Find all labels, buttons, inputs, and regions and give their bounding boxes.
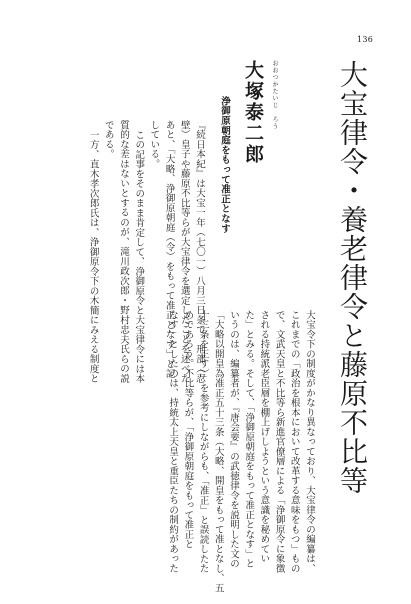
- section-heading: 浄御原朝庭をもって准正となす: [219, 96, 230, 234]
- text-line: なす」としたのは、持統太上天皇と重臣たちの制約があった: [167, 310, 179, 574]
- author-byline: [236, 60, 280, 180]
- text-line: 『続日本紀』は大宝一年（七〇一）八月三日条で、刑部（忍: [194, 120, 205, 384]
- author-name-ruby: おおつかたいじ ろう: [271, 60, 278, 130]
- text-line: この記事をそのまま肯定して、浄御原令と大宝律令には本: [133, 129, 145, 383]
- text-line: た」とみる。そして、「浄御原朝庭をもって准正となす」と: [243, 310, 255, 569]
- body-text-lower: [165, 310, 317, 593]
- text-line: される持統派老臣層を棚上げしようという意識を秘めてい: [258, 310, 270, 564]
- page-number: 136: [357, 35, 374, 44]
- text-line: 質的な差はないとするのが、滝川政次郎・野村忠夫氏らの説: [117, 120, 129, 384]
- text-line: 大宝令下の制度がかなり異なっており、大宝律令の編纂は、: [304, 310, 315, 574]
- text-line: である。: [102, 120, 114, 159]
- text-line: で、文武天皇と不比等ら新進官僚層による「浄御原令に象徴: [273, 310, 285, 574]
- text-line: これまでの「政治を根本において改革する意味をもつ」もの: [288, 310, 300, 574]
- text-line: 十三条を正す）」を参考にしながらも、「准正」と誤読したた: [197, 310, 209, 574]
- text-line: 一方、直木孝次郎氏は、浄御原令下の木簡にみえる制度と: [87, 129, 99, 383]
- author-name: 大塚泰二郎: [242, 60, 264, 165]
- text-line: している。: [148, 120, 160, 169]
- text-line: 「大略以開皇為准正五十三条（大略、開皇をもって准となし、五: [212, 310, 224, 593]
- text-line: あと、「大略、浄御原朝庭（令）をもって准正となす」と記: [163, 120, 175, 379]
- text-line: いうのは、編纂者が、『唐会要』の武徳律令を説明した文の: [227, 310, 239, 569]
- text-line: めであろう。不比等らが、「浄御原朝庭をもって准正と: [182, 310, 194, 549]
- text-line: 壁）皇子や藤原不比等らが大宝律令を選定したことを述べた: [178, 120, 190, 384]
- article-title: 大宝律令・養老律令と藤原不比等: [336, 60, 369, 495]
